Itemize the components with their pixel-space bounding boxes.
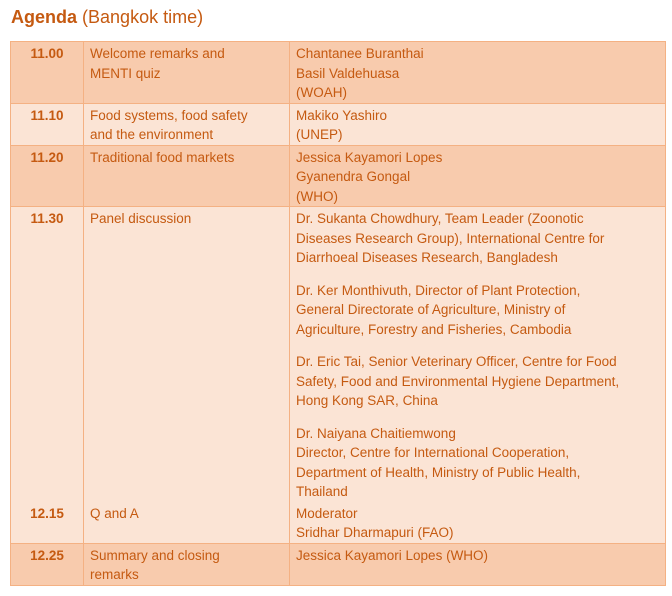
agenda-subtitle: (Bangkok time)	[82, 7, 204, 27]
speaker-line: Gyanendra Gongal	[296, 169, 411, 184]
speaker-cell	[290, 502, 666, 544]
speaker-cell	[290, 103, 666, 145]
panelist-block	[296, 281, 659, 340]
time-cell: 11.20	[11, 145, 84, 207]
speaker-line: Dr. Eric Tai, Senior Veterinary Officer, Centre for Food	[296, 354, 617, 369]
panelist-block	[296, 424, 659, 502]
agenda-row	[11, 145, 666, 207]
time-cell: 12.25	[11, 543, 84, 585]
speaker-line: Basil Valdehuasa	[296, 65, 400, 81]
topic-cell	[84, 103, 290, 145]
time-cell: 11.30	[11, 207, 84, 502]
agenda-row	[11, 207, 666, 502]
speaker-line: Safety, Food and Environmental Hygiene Department,	[296, 373, 620, 389]
speaker-line: Jessica Kayamori Lopes	[296, 149, 443, 165]
speaker-line: Dr. Naiyana Chaitiemwong	[296, 425, 456, 441]
topic-line: Q and A	[90, 505, 139, 521]
topic-line: Traditional food markets	[90, 149, 235, 165]
topic-line: remarks	[90, 567, 139, 582]
speaker-line: (UNEP)	[296, 127, 343, 142]
speaker-line: Jessica Kayamori Lopes (WHO)	[296, 547, 489, 563]
topic-cell	[84, 42, 290, 104]
agenda-row	[11, 42, 666, 104]
agenda-table	[10, 41, 666, 586]
speaker-line: Dr. Ker Monthivuth, Director of Plant Protection,	[296, 282, 581, 298]
time-cell: 12.15	[11, 502, 84, 544]
speaker-line: General Directorate of Agriculture, Ministry of	[296, 302, 566, 317]
speaker-line: Thailand	[296, 484, 348, 499]
speaker-line: Dr. Sukanta Chowdhury, Team Leader (Zoonotic	[296, 211, 584, 226]
topic-cell	[84, 145, 290, 207]
topic-cell	[84, 543, 290, 585]
agenda-row	[11, 103, 666, 145]
speaker-line: Makiko Yashiro	[296, 107, 388, 123]
agenda-row	[11, 502, 666, 544]
agenda-row	[11, 543, 666, 585]
agenda-title: Agenda	[11, 7, 78, 27]
topic-cell	[84, 502, 290, 544]
panelist-block	[296, 209, 659, 268]
panelist-block	[296, 352, 659, 411]
topic-line: Panel discussion	[90, 211, 192, 226]
speaker-line: Diseases Research Group), International Centre for	[296, 230, 605, 246]
topic-line: and the environment	[90, 127, 214, 142]
speaker-line: Director, Centre for International Cooperation,	[296, 445, 570, 460]
speaker-line: (WOAH)	[296, 85, 347, 100]
topic-line: Food systems, food safety	[90, 107, 248, 123]
time-cell: 11.10	[11, 103, 84, 145]
agenda-heading	[11, 5, 203, 29]
topic-line: Summary and closing	[90, 547, 220, 563]
speaker-cell	[290, 145, 666, 207]
speaker-line: Hong Kong SAR, China	[296, 393, 438, 408]
topic-cell	[84, 207, 290, 502]
time-cell: 11.00	[11, 42, 84, 104]
speaker-line: Moderator	[296, 505, 358, 521]
speaker-line: Department of Health, Ministry of Public Health,	[296, 464, 581, 480]
speaker-line: Agriculture, Forestry and Fisheries, Cambodia	[296, 321, 572, 337]
speaker-line: Chantanee Buranthai	[296, 46, 424, 61]
speaker-line: Diarrhoeal Diseases Research, Bangladesh	[296, 250, 558, 265]
speaker-cell	[290, 42, 666, 104]
topic-line: MENTI quiz	[90, 65, 161, 81]
speaker-cell	[290, 207, 666, 502]
speaker-line: Sridhar Dharmapuri (FAO)	[296, 525, 454, 540]
speaker-line: (WHO)	[296, 188, 338, 204]
speaker-cell	[290, 543, 666, 585]
topic-line: Welcome remarks and	[90, 46, 225, 61]
